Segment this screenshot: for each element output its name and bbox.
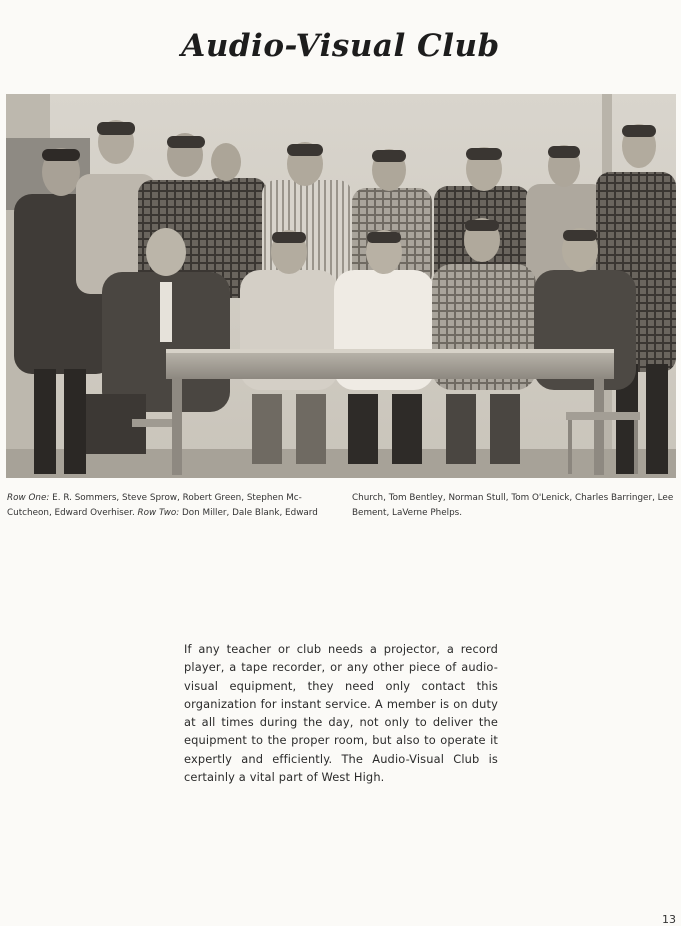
row-two-names-start: Don Miller, Dale Blank, Edward: [179, 508, 318, 518]
page-number: 13: [662, 913, 676, 926]
photo-caption-right: [352, 491, 680, 521]
club-group-photo: [6, 94, 676, 478]
page-title: Audio-Visual Club: [181, 28, 500, 64]
row-two-label: Row Two:: [137, 508, 180, 518]
photo-caption-left: [7, 491, 335, 521]
club-description: If any teacher or club needs a projector, a record player, a tape recorder, or any other piece of audio-visual equipment, they need only contact this organization for instant service. A member is on duty at all times during the day, not only to deliver the equipment to the proper room, but also to operate it expertly and efficiently. The Audio-Visual Club is certainly a vital part of West High.: [184, 642, 498, 785]
row-one-label: Row One:: [7, 493, 50, 503]
row-one-names: E. R. Sommers, Steve Sprow, Robert Green, Stephen Mc-Cutcheon, Edward Overhiser.: [7, 493, 302, 518]
row-two-names-end: Church, Tom Bentley, Norman Stull, Tom O'Lenick, Charles Barringer, Lee Bement, LaVerne Phelps.: [352, 493, 674, 518]
